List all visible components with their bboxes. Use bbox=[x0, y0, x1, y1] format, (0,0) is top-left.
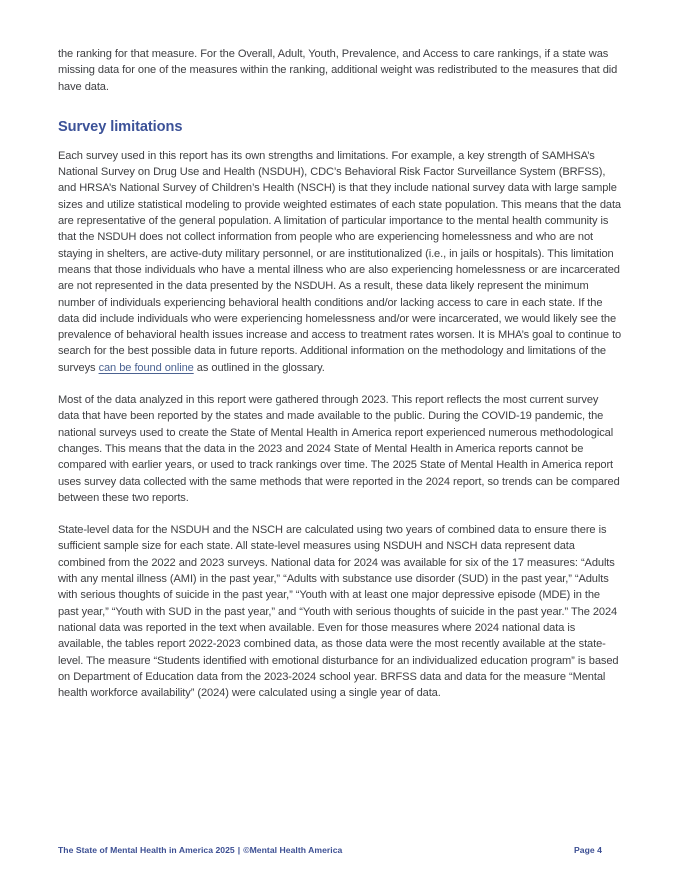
paragraph-1-text-after-link: as outlined in the glossary. bbox=[193, 361, 325, 374]
footer-copyright: ©Mental Health America bbox=[243, 845, 343, 855]
footer-attribution bbox=[58, 845, 342, 855]
methodology-link[interactable]: can be found online bbox=[98, 361, 194, 374]
page-content bbox=[58, 46, 622, 701]
continued-paragraph: the ranking for that measure. For the Overall, Adult, Youth, Prevalence, and Access to care rankings, if a state was missing data for one of the measures within the ranking, additional weight was redistributed to the measures that did have data. bbox=[58, 48, 618, 93]
paragraph-survey-strengths-limitations bbox=[58, 148, 622, 376]
paragraph-data-collection-period: Most of the data analyzed in this report were gathered through 2023. This report reflects the most current survey data that have been reported by the states and made available to the public. During the COVID-19 pandemic, the national surveys used to create the State of Mental Health in America report experienced numerous methodological changes. This means that the data in the 2023 and 2024 State of Mental Health in America reports cannot be compared with earlier years, or used to track rankings over time. The 2025 State of Mental Health in America report uses survey data collected with the same methods that were reported in the 2024 report, so trends can be compared between these two reports. bbox=[58, 394, 620, 504]
footer-report-title: The State of Mental Health in America 2025 bbox=[58, 845, 235, 855]
footer-page-number: Page 4 bbox=[574, 845, 602, 855]
page-footer bbox=[58, 845, 640, 855]
footer-separator: | bbox=[237, 845, 241, 855]
paragraph-state-level-data: State-level data for the NSDUH and the NSCH are calculated using two years of combined data to ensure there is sufficient sample size for each state. All state-level measures using NSDUH and NSCH data represent data combined from the 2022 and 2023 surveys. National data for 2024 was available for six of the 17 measures: “Adults with any mental illness (AMI) in the past year,” “Adults with substance use disorder (SUD) in the past year,” “Adults with serious thoughts of suicide in the past year,” “Youth with at least one major depressive episode (MDE) in the past year,” “Youth with SUD in the past year,” and “Youth with serious thoughts of suicide in the past year.” The 2024 national data was reported in the text when available. Even for those measures where 2024 national data is available, the tables report 2022-2023 combined data, as those data were the most recently available at the state-level. The measure “Students identified with emotional disturbance for an individualized education program” is based on Department of Education data from the 2023-2024 school year. BRFSS data and data for the measure “Mental health workforce availability” (2024) were calculated using a single year of data. bbox=[58, 524, 619, 700]
paragraph-1-text-before-link: Each survey used in this report has its own strengths and limitations. For example, a key strength of SAMHSA’s National Survey on Drug Use and Health (NSDUH), CDC’s Behavioral Risk Factor Surveillance System (BRFSS), and HRSA’s National Survey of Children’s Health (NSCH) is that they include national survey data with large sample sizes and utilize statistical modeling to provide weighted estimates of each state population. This means that the data are representative of the general population. A limitation of particular importance to the mental health community is that the NSDUH does not collect information from people who are experiencing homelessness and who are not staying in shelters, are active-duty military personnel, or are institutionalized (i.e., in jails or hospitals). This limitation means that those individuals who have a mental illness who are also experiencing homelessness or are incarcerated are not represented in the data presented by the NSDUH. As a result, these data likely represent the minimum number of individuals experiencing behavioral health conditions and/or lacking access to care in each state. If the data did include individuals who were experiencing homelessness and/or were incarcerated, we would likely see the prevalence of behavioral health issues increase and access to treatment rates worsen. It is MHA’s goal to continue to search for the best possible data in future reports. Additional information on the methodology and limitations of the surveys bbox=[58, 149, 622, 374]
section-heading-survey-limitations: Survey limitations bbox=[58, 118, 183, 135]
